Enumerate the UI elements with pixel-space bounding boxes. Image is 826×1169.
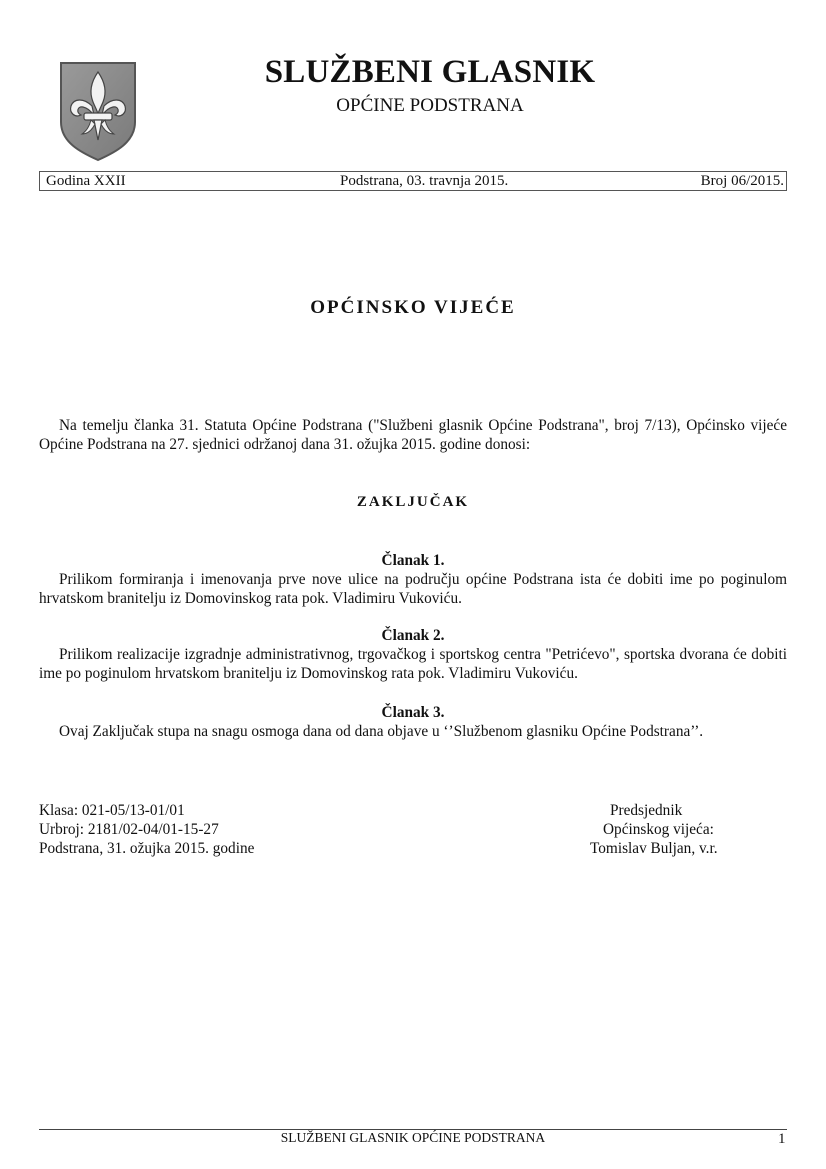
fleur-de-lis-coat-of-arms-icon	[58, 60, 138, 162]
page-footer-title: SLUŽBENI GLASNIK OPĆINE PODSTRANA	[280, 1130, 546, 1145]
signatory-title: Predsjednik	[610, 802, 683, 819]
article-2-heading: Članak 2.	[381, 627, 445, 644]
issue-place-date: Podstrana, 03. travnja 2015.	[340, 173, 509, 189]
section-title: OPĆINSKO VIJEĆE	[310, 297, 516, 318]
issue-number: Broj 06/2015.	[700, 173, 784, 189]
issue-info-bar	[39, 171, 787, 191]
page-number: 1	[778, 1131, 786, 1147]
signatory-name: Tomislav Buljan, v.r.	[590, 840, 718, 857]
decision-title: ZAKLJUČAK	[356, 494, 470, 510]
publication-subtitle: OPĆINE PODSTRANA	[336, 95, 524, 116]
article-3-text: Ovaj Zaključak stupa na snagu osmoga dana od dana objave u ‘’Službenom glasniku Općine Podstrana’’.	[59, 723, 704, 740]
urbroj-reference: Urbroj: 2181/02-04/01-15-27	[39, 821, 219, 838]
article-2-text: Prilikom realizacije izgradnje administrativnog, trgovačkog i sportskog centra "Petrićevo", sportska dvorana će dobiti ime po poginulom hrvatskom branitelju iz Domovinskog rata pok. Vladimiru Vukoviću.	[39, 646, 787, 682]
article-1-heading: Članak 1.	[381, 552, 445, 569]
klasa-reference: Klasa: 021-05/13-01/01	[39, 802, 185, 819]
article-1-text: Prilikom formiranja i imenovanja prve nove ulice na području općine Podstrana ista će dobiti ime po poginulom hrvatskom branitelju iz Domovinskog rata pok. Vladimiru Vukoviću.	[39, 571, 787, 607]
publication-title: SLUŽBENI GLASNIK	[264, 54, 596, 90]
article-3-heading: Članak 3.	[381, 704, 445, 721]
document-date: Podstrana, 31. ožujka 2015. godine	[39, 840, 255, 857]
intro-paragraph: Na temelju članka 31. Statuta Općine Podstrana ("Službeni glasnik Općine Podstrana", broj 7/13), Općinsko vijeće Općine Podstrana na 27. sjednici održanoj dana 31. ožujka 2015. godine donosi:	[39, 417, 787, 453]
issue-year: Godina XXII	[46, 173, 126, 189]
signatory-body: Općinskog vijeća:	[603, 821, 714, 838]
